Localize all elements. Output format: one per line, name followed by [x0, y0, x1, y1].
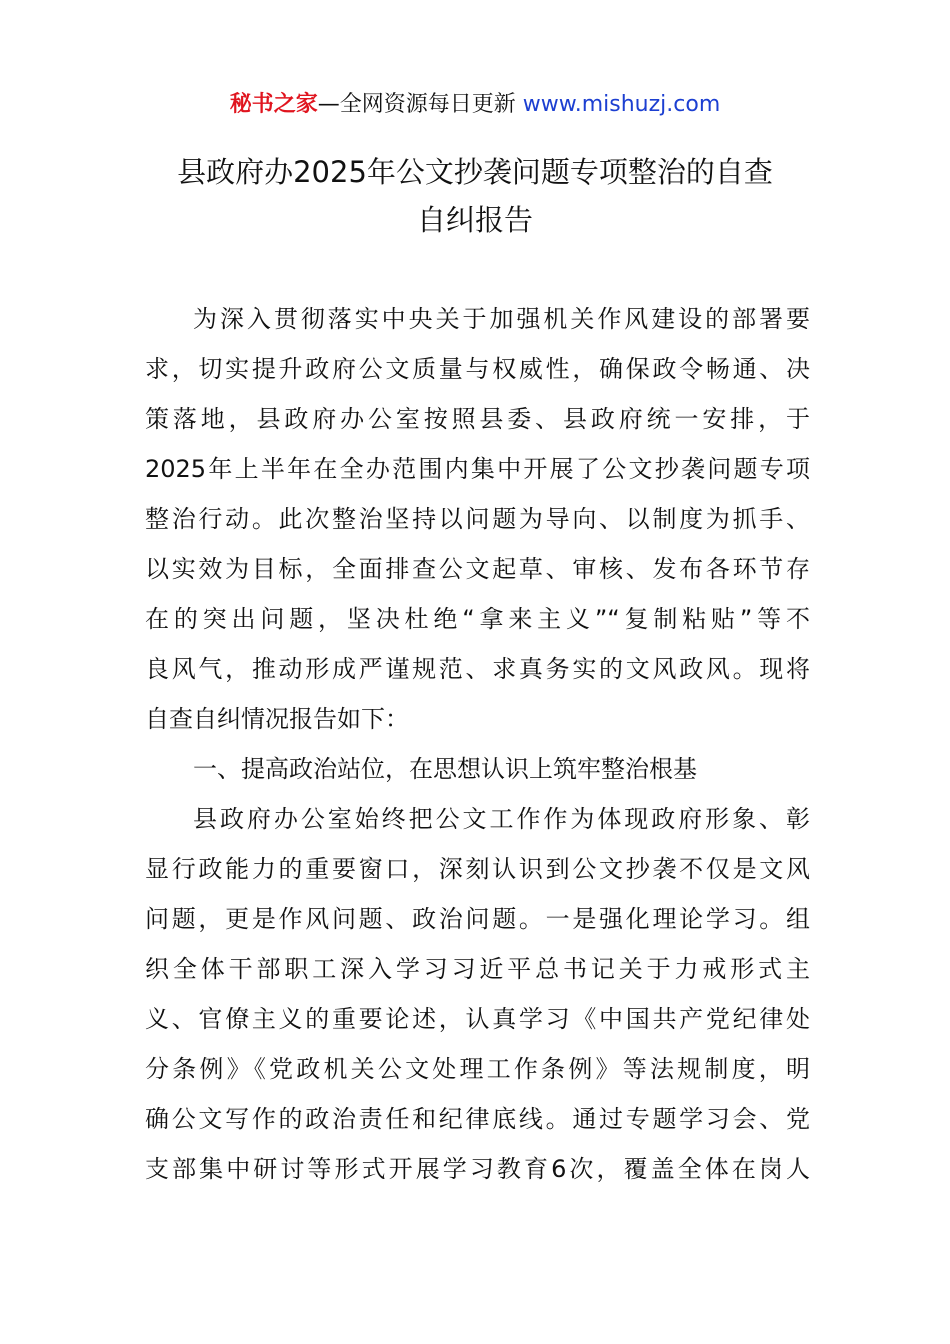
paragraph-line: 显行政能力的重要窗口，深刻认识到公文抄袭不仅是文风: [145, 855, 810, 883]
paragraph-line: 2025年上半年在全办范围内集中开展了公文抄袭问题专项: [145, 455, 810, 483]
paragraph-line: 分条例》《党政机关公文处理工作条例》等法规制度，明: [145, 1055, 810, 1083]
paragraph-line: 策落地，县政府办公室按照县委、县政府统一安排，于: [145, 405, 810, 433]
paragraph-line: 义、官僚主义的重要论述，认真学习《中国共产党纪律处: [145, 1005, 810, 1033]
section-heading: 一、提高政治站位，在思想认识上筑牢整治根基: [193, 755, 697, 783]
document-title-line-1: 县政府办2025年公文抄袭问题专项整治的自查: [177, 155, 773, 189]
paragraph-line: 以实效为目标，全面排查公文起草、审核、发布各环节存: [145, 555, 810, 583]
site-url-link[interactable]: www.mishuzj.com: [522, 92, 721, 117]
paragraph-line: 自查自纠情况报告如下：: [145, 705, 409, 733]
paragraph-line: 在的突出问题，坚决杜绝“拿来主义”“复制粘贴”等不: [145, 605, 810, 633]
paragraph-line: 问题，更是作风问题、政治问题。一是强化理论学习。组: [145, 905, 810, 933]
paragraph-line: 织全体干部职工深入学习习近平总书记关于力戒形式主: [145, 955, 810, 983]
paragraph-line: 支部集中研讨等形式开展学习教育6次，覆盖全体在岗人: [145, 1155, 810, 1183]
document-body: [145, 294, 810, 1194]
paragraph-line: 确公文写作的政治责任和纪律底线。通过专题学习会、党: [145, 1105, 810, 1133]
site-header: [0, 88, 950, 122]
paragraph-line: 良风气，推动形成严谨规范、求真务实的文风政风。现将: [145, 655, 810, 683]
paragraph-line: 为深入贯彻落实中央关于加强机关作风建设的部署要: [193, 305, 810, 333]
document-title: [100, 148, 850, 244]
document-title-line-2: 自纠报告: [416, 203, 533, 237]
paragraph-line: 求，切实提升政府公文质量与权威性，确保政令畅通、决: [145, 355, 810, 383]
site-slogan: —全网资源每日更新: [317, 92, 523, 117]
paragraph-line: 整治行动。此次整治坚持以问题为导向、以制度为抓手、: [145, 505, 810, 533]
paragraph-line: 县政府办公室始终把公文工作作为体现政府形象、彰: [193, 805, 810, 833]
site-brand: 秘书之家: [229, 92, 318, 117]
